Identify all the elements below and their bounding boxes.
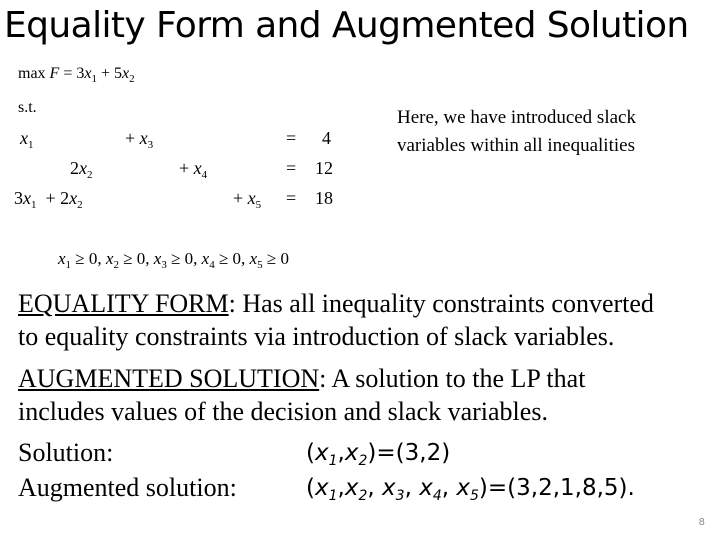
constraint-1-eq: =	[286, 128, 297, 148]
slack-note-line-2: variables within all inequalities	[397, 135, 635, 156]
constraint-1-lhs: $x_1$	[20, 128, 34, 151]
constraint-3-slack: + $x_5$	[233, 188, 262, 211]
constraint-2-slack: + $x_4$	[179, 158, 208, 181]
augmented-solution-value: ($x_1,x_2$, $x_3$, $x_4$, $x_5)=(3,2,1,8,5)$.	[306, 475, 635, 504]
augmented-solution-definition-line-2: includes values of the decision and slack variables.	[18, 397, 548, 426]
constraint-3-lhs: $3x_1 + 2x_2$	[14, 188, 83, 211]
solution-label: Solution:	[18, 438, 114, 467]
slide-title: Equality Form and Augmented Solution	[4, 5, 689, 46]
constraint-2-rhs: 12	[315, 158, 333, 178]
augmented-solution-term: AUGMENTED SOLUTION	[18, 364, 320, 393]
solution-value: $(x_1,x_2)=(3,2)$	[306, 440, 451, 469]
constraint-2-lhs: $2x_2$	[70, 158, 93, 181]
page-number: 8	[698, 517, 705, 528]
equality-form-definition-line-2: to equality constraints via introduction of slack variables.	[18, 322, 615, 351]
constraint-3-rhs: 18	[315, 188, 333, 208]
augmented-solution-label: Augmented solution:	[18, 473, 237, 502]
constraint-2-eq: =	[286, 158, 297, 178]
constraint-1-slack: + $x_3$	[125, 128, 154, 151]
slack-note-line-1: Here, we have introduced slack	[397, 107, 636, 128]
subject-to-label: s.t.	[18, 99, 37, 116]
constraint-3-eq: =	[286, 188, 297, 208]
equality-form-term: EQUALITY FORM	[18, 289, 229, 318]
slack-note	[397, 104, 636, 160]
constraint-1-rhs: 4	[322, 128, 331, 148]
nonnegativity-constraints: $x_1 \ge 0$, $x_2 \ge 0$, $x_3 \ge 0$, $x_4 \ge 0$, $x_5 \ge 0$	[58, 249, 289, 271]
augmented-solution-definition: AUGMENTED SOLUTION: A solution to the LP that	[18, 364, 586, 393]
objective-function: $\max F = 3x_1 + 5x_2$	[18, 65, 135, 85]
equality-form-definition: EQUALITY FORM: Has all inequality constraints converted	[18, 289, 654, 318]
